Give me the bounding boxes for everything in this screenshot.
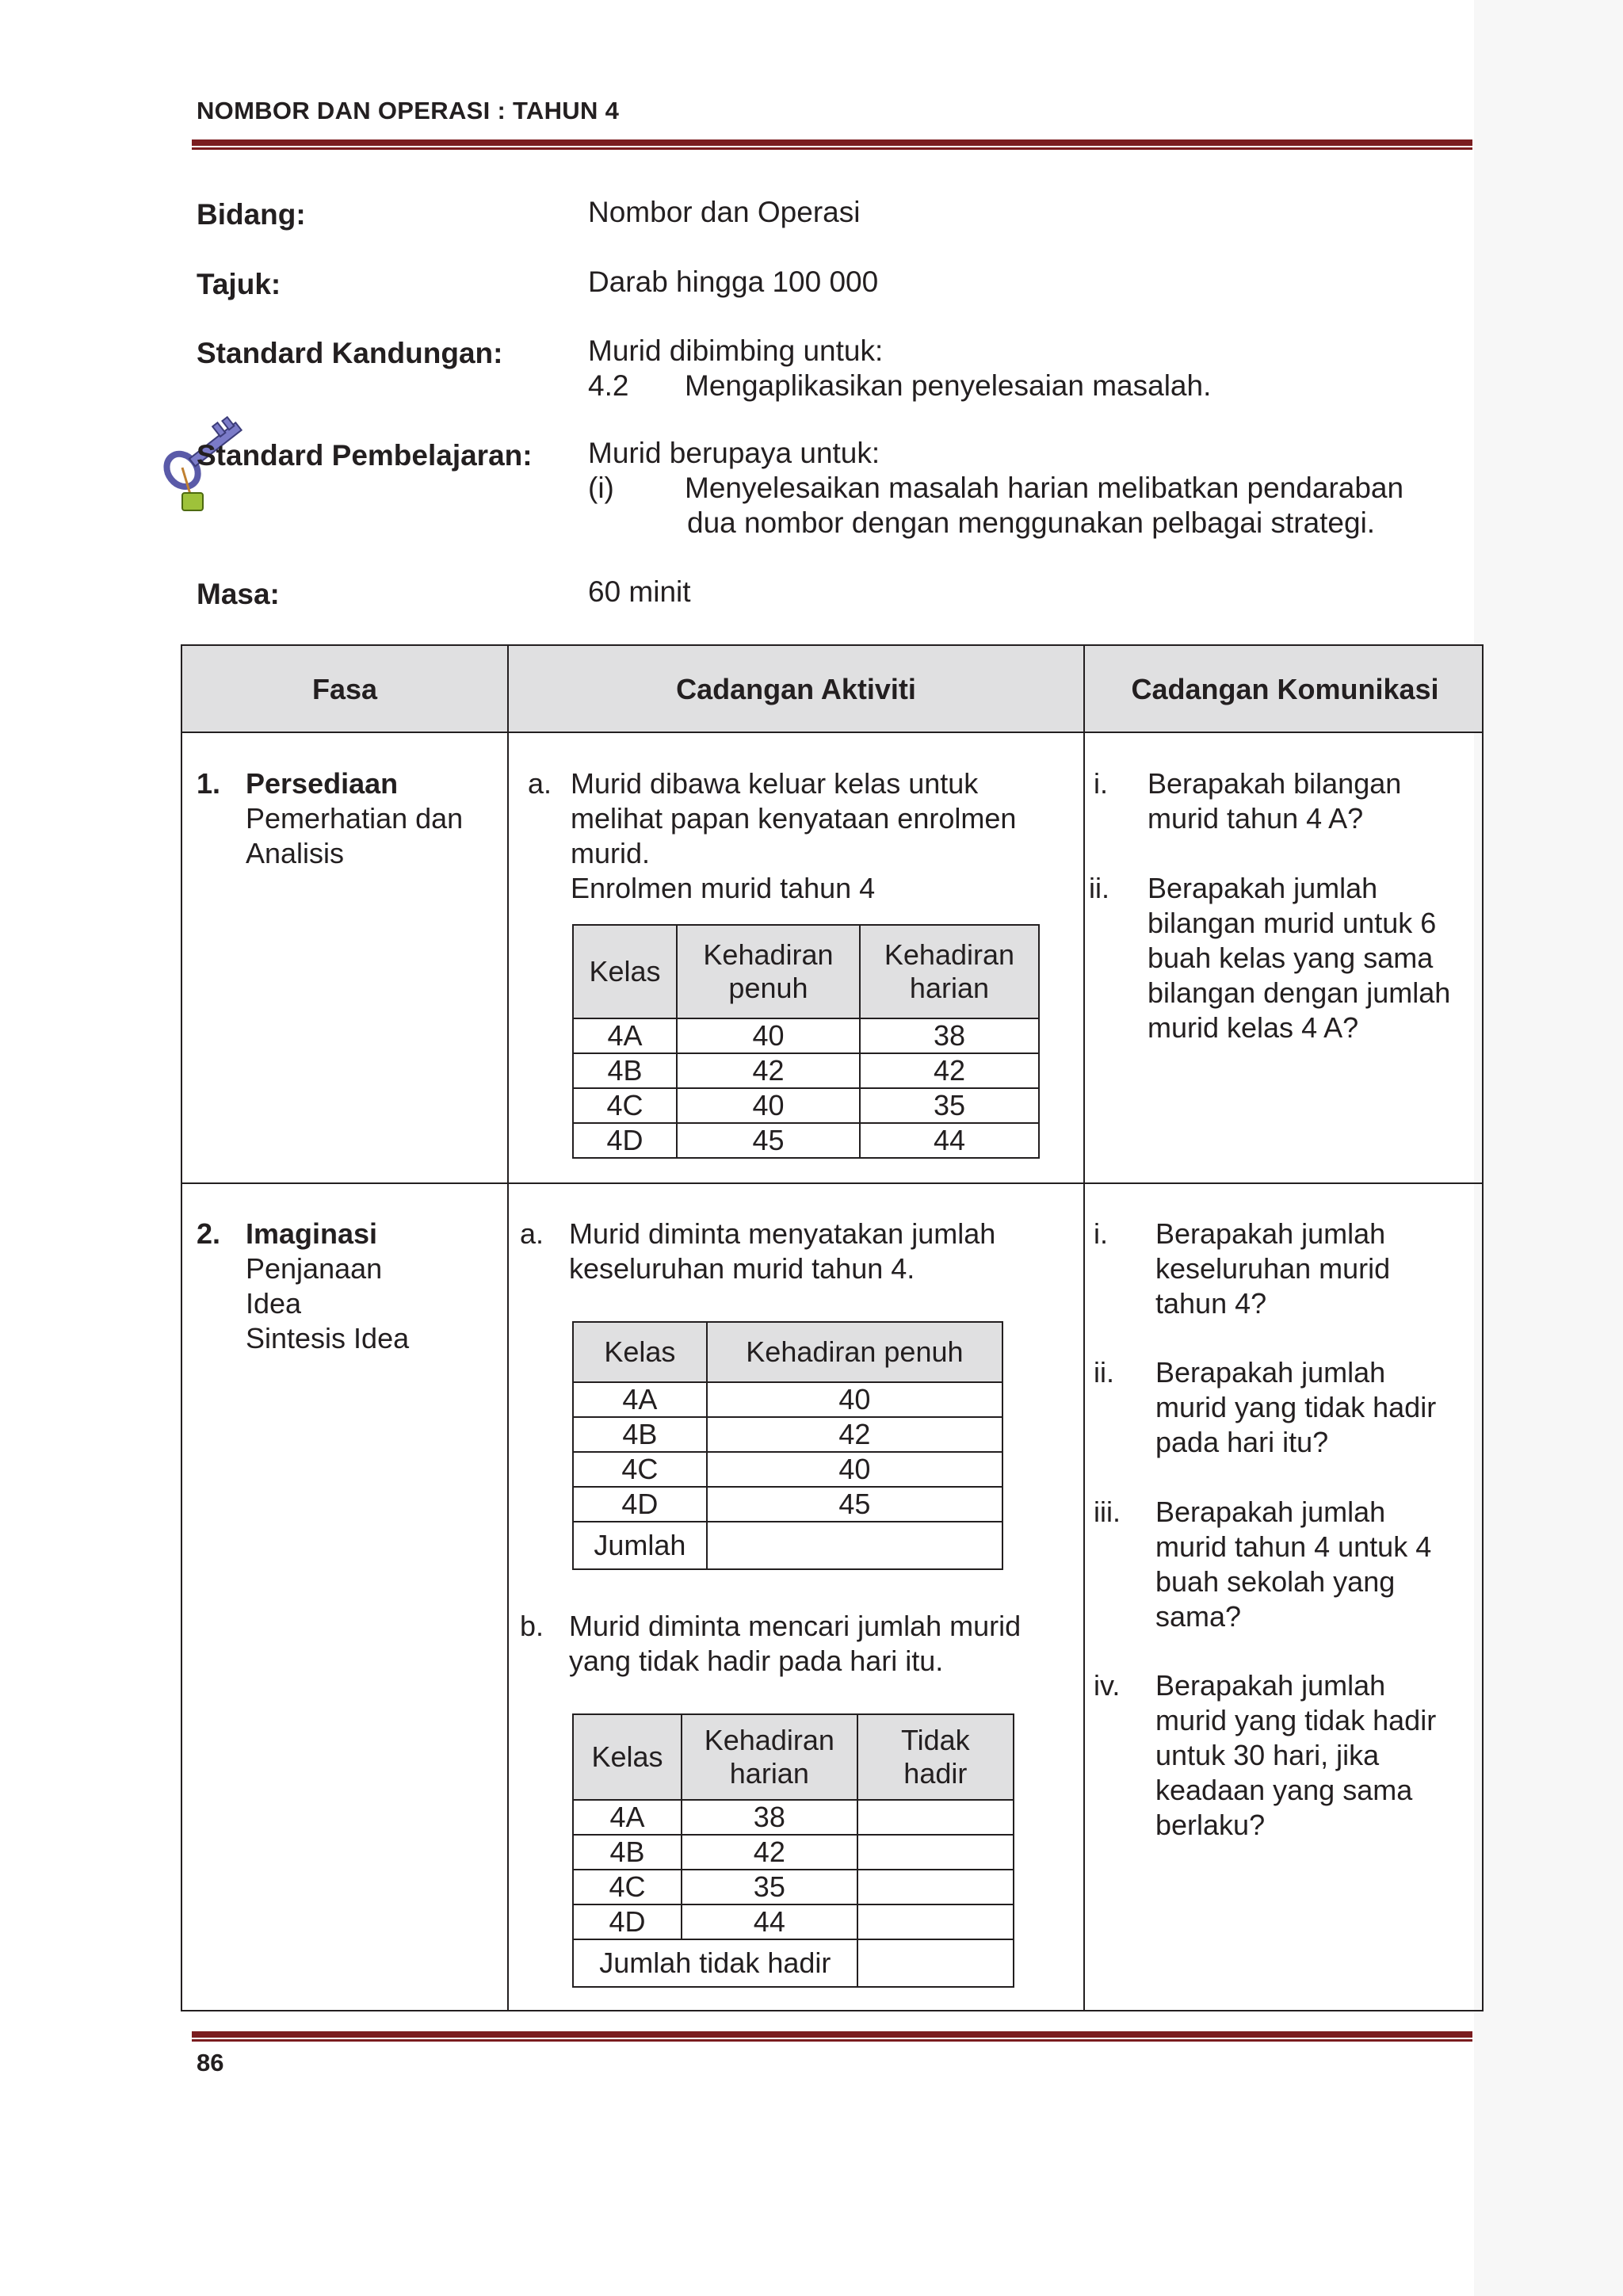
table-cell: 35 xyxy=(860,1088,1039,1123)
table-cell: 40 xyxy=(707,1382,1002,1417)
full-header-kehadiran-penuh: Kehadiran penuh xyxy=(707,1322,1002,1382)
standard-pembelajaran-value xyxy=(588,436,1403,541)
comm-2-i-line-3: tahun 4? xyxy=(1155,1287,1267,1320)
standard-kandungan-label: Standard Kandungan: xyxy=(197,337,503,369)
absent-header-tidak-hadir: Tidak hadir xyxy=(857,1714,1014,1800)
full-attendance-table xyxy=(572,1321,1003,1570)
masa-label: Masa: xyxy=(197,578,280,610)
enrolment-table xyxy=(572,924,1040,1159)
enrol-header-kehadiran-penuh: Kehadiran penuh xyxy=(677,925,860,1018)
table-cell: 42 xyxy=(707,1417,1002,1452)
header-rule-thin xyxy=(192,147,1472,150)
communication-2-ii xyxy=(1094,1355,1474,1458)
table-cell xyxy=(857,1835,1014,1870)
absent-total-label: Jumlah tidak hadir xyxy=(573,1939,857,1987)
full-total-value xyxy=(707,1522,1002,1569)
comm-2-ii-line-2: murid yang tidak hadir xyxy=(1155,1391,1437,1423)
sp-text-line-2: dua nombor dengan menggunakan pelbagai strategi. xyxy=(687,506,1376,539)
page-edge-shade xyxy=(1474,0,1623,2296)
header-cadangan-komunikasi: Cadangan Komunikasi xyxy=(1131,673,1439,705)
fasa-1-sub-1: Pemerhatian dan xyxy=(246,802,464,835)
table-cell: 4B xyxy=(573,1835,682,1870)
activity-2b xyxy=(520,1609,1075,1677)
comm-2-i-line-2: keseluruhan murid xyxy=(1155,1252,1391,1285)
lesson-table xyxy=(181,644,1484,2011)
comm-1-ii-marker: ii. xyxy=(1089,872,1109,904)
table-cell: 38 xyxy=(682,1800,857,1835)
sp-intro: Murid berupaya untuk: xyxy=(588,437,880,469)
comm-2-iii-line-2: murid tahun 4 untuk 4 xyxy=(1155,1530,1432,1563)
footer-rule xyxy=(192,2031,1472,2038)
comm-1-ii-line-1: Berapakah jumlah xyxy=(1148,872,1378,904)
fasa-2 xyxy=(197,1217,410,1354)
footer-rule-thin xyxy=(192,2039,1472,2042)
activity-2a-marker: a. xyxy=(520,1217,544,1250)
table-cell: 40 xyxy=(707,1452,1002,1487)
comm-1-i-marker: i. xyxy=(1094,767,1108,800)
column-divider-2 xyxy=(1083,646,1085,2010)
comm-2-iv-line-2: murid yang tidak hadir xyxy=(1155,1704,1437,1736)
activity-2a xyxy=(520,1217,1075,1285)
enrol-header-kehadiran-harian: Kehadiran harian xyxy=(860,925,1039,1018)
table-cell: 35 xyxy=(682,1870,857,1904)
activity-1-line-2: melihat papan kenyataan enrolmen xyxy=(571,802,1017,835)
fasa-1-number: 1. xyxy=(197,767,221,800)
header-divider xyxy=(182,732,1482,733)
absent-total-value xyxy=(857,1939,1014,1987)
table-cell: 42 xyxy=(682,1835,857,1870)
communication-2-i xyxy=(1094,1217,1474,1320)
comm-2-iii-marker: iii. xyxy=(1094,1496,1121,1528)
column-divider-1 xyxy=(507,646,509,2010)
fasa-2-sub-2: Idea xyxy=(246,1287,302,1320)
comm-1-ii-line-4: bilangan dengan jumlah xyxy=(1148,976,1451,1009)
table-cell xyxy=(857,1870,1014,1904)
comm-1-ii-line-5: murid kelas 4 A? xyxy=(1148,1011,1359,1044)
standard-pembelajaran-label: Standard Pembelajaran: xyxy=(197,439,533,472)
page-number: 86 xyxy=(197,2049,224,2076)
comm-2-iii-line-1: Berapakah jumlah xyxy=(1155,1496,1386,1528)
communication-2-iv xyxy=(1094,1668,1474,1841)
full-total-label: Jumlah xyxy=(573,1522,707,1569)
communication-1-i xyxy=(1094,766,1474,835)
comm-2-ii-line-3: pada hari itu? xyxy=(1155,1426,1329,1458)
row-divider xyxy=(182,1182,1482,1184)
comm-2-iv-line-1: Berapakah jumlah xyxy=(1155,1669,1386,1702)
comm-2-ii-line-1: Berapakah jumlah xyxy=(1155,1356,1386,1389)
sk-intro: Murid dibimbing untuk: xyxy=(588,334,884,367)
activity-2a-line-2: keseluruhan murid tahun 4. xyxy=(569,1252,915,1285)
table-cell xyxy=(857,1904,1014,1939)
bidang-label: Bidang: xyxy=(197,198,306,231)
comm-1-ii-line-2: bilangan murid untuk 6 xyxy=(1148,907,1437,939)
comm-2-iv-marker: iv. xyxy=(1094,1669,1121,1702)
table-cell: 42 xyxy=(677,1053,860,1088)
fasa-2-title: Imaginasi xyxy=(246,1217,378,1250)
comm-2-iv-line-5: berlaku? xyxy=(1155,1809,1266,1841)
table-cell: 42 xyxy=(860,1053,1039,1088)
table-cell xyxy=(857,1800,1014,1835)
header-cadangan-aktiviti: Cadangan Aktiviti xyxy=(676,673,916,705)
activity-2b-marker: b. xyxy=(520,1610,544,1642)
comm-1-i-line-1: Berapakah bilangan xyxy=(1148,767,1402,800)
comm-2-ii-marker: ii. xyxy=(1094,1356,1114,1389)
table-cell: 45 xyxy=(677,1123,860,1158)
table-cell: 45 xyxy=(707,1487,1002,1522)
activity-2a-line-1: Murid diminta menyatakan jumlah xyxy=(569,1217,996,1250)
activity-1-line-4: Enrolmen murid tahun 4 xyxy=(571,872,876,904)
enrol-header-kelas: Kelas xyxy=(573,925,677,1018)
comm-2-i-line-1: Berapakah jumlah xyxy=(1155,1217,1386,1250)
table-cell: 44 xyxy=(682,1904,857,1939)
comm-2-iv-line-4: keadaan yang sama xyxy=(1155,1774,1413,1806)
sp-text-line-1: Menyelesaikan masalah harian melibatkan pendaraban xyxy=(685,472,1404,504)
standard-kandungan-value xyxy=(588,334,1211,403)
activity-1-line-1: Murid dibawa keluar kelas untuk xyxy=(571,767,979,800)
activity-1-marker: a. xyxy=(528,767,552,800)
table-cell: 4D xyxy=(573,1123,677,1158)
full-header-kelas: Kelas xyxy=(573,1322,707,1382)
fasa-1 xyxy=(197,766,464,869)
fasa-2-sub-3: Sintesis Idea xyxy=(246,1322,410,1354)
tajuk-value: Darab hingga 100 000 xyxy=(588,266,879,298)
fasa-2-number: 2. xyxy=(197,1217,221,1250)
table-cell: 4C xyxy=(573,1870,682,1904)
table-cell: 40 xyxy=(677,1018,860,1053)
header-fasa: Fasa xyxy=(311,673,378,705)
sk-number: 4.2 xyxy=(588,369,629,402)
comm-2-iv-line-3: untuk 30 hari, jika xyxy=(1155,1739,1380,1771)
table-cell: 4B xyxy=(573,1053,677,1088)
table-cell: 4D xyxy=(573,1904,682,1939)
comm-1-i-line-2: murid tahun 4 A? xyxy=(1148,802,1364,835)
table-cell: 38 xyxy=(860,1018,1039,1053)
table-cell: 44 xyxy=(860,1123,1039,1158)
table-cell: 4B xyxy=(573,1417,707,1452)
table-cell: 4A xyxy=(573,1382,707,1417)
table-cell: 4D xyxy=(573,1487,707,1522)
activity-1 xyxy=(528,766,1075,904)
fasa-2-sub-1: Penjanaan xyxy=(246,1252,383,1285)
communication-1-ii xyxy=(1089,871,1469,1044)
absence-table xyxy=(572,1713,1014,1988)
fasa-1-title: Persediaan xyxy=(246,767,399,800)
table-cell: 4C xyxy=(573,1452,707,1487)
fasa-1-sub-2: Analisis xyxy=(246,837,345,869)
table-cell: 4C xyxy=(573,1088,677,1123)
absent-header-kehadiran-harian: Kehadiran harian xyxy=(682,1714,857,1800)
page-header-title: NOMBOR DAN OPERASI : TAHUN 4 xyxy=(197,97,620,124)
comm-2-iii-line-4: sama? xyxy=(1155,1600,1242,1633)
communication-2-iii xyxy=(1094,1495,1474,1633)
table-cell: 4A xyxy=(573,1018,677,1053)
comm-1-ii-line-3: buah kelas yang sama xyxy=(1148,942,1434,974)
sp-number: (i) xyxy=(588,472,614,504)
header-rule xyxy=(192,139,1472,146)
bidang-value: Nombor dan Operasi xyxy=(588,196,861,228)
comm-2-iii-line-3: buah sekolah yang xyxy=(1155,1565,1396,1598)
absent-header-kelas: Kelas xyxy=(573,1714,682,1800)
tajuk-label: Tajuk: xyxy=(197,268,281,300)
table-cell: 4A xyxy=(573,1800,682,1835)
table-cell: 40 xyxy=(677,1088,860,1123)
comm-2-i-marker: i. xyxy=(1094,1217,1108,1250)
masa-value: 60 minit xyxy=(588,575,691,608)
activity-2b-line-2: yang tidak hadir pada hari itu. xyxy=(569,1645,944,1677)
activity-2b-line-1: Murid diminta mencari jumlah murid xyxy=(569,1610,1022,1642)
activity-1-line-3: murid. xyxy=(571,837,651,869)
sk-text: Mengaplikasikan penyelesaian masalah. xyxy=(685,369,1212,402)
